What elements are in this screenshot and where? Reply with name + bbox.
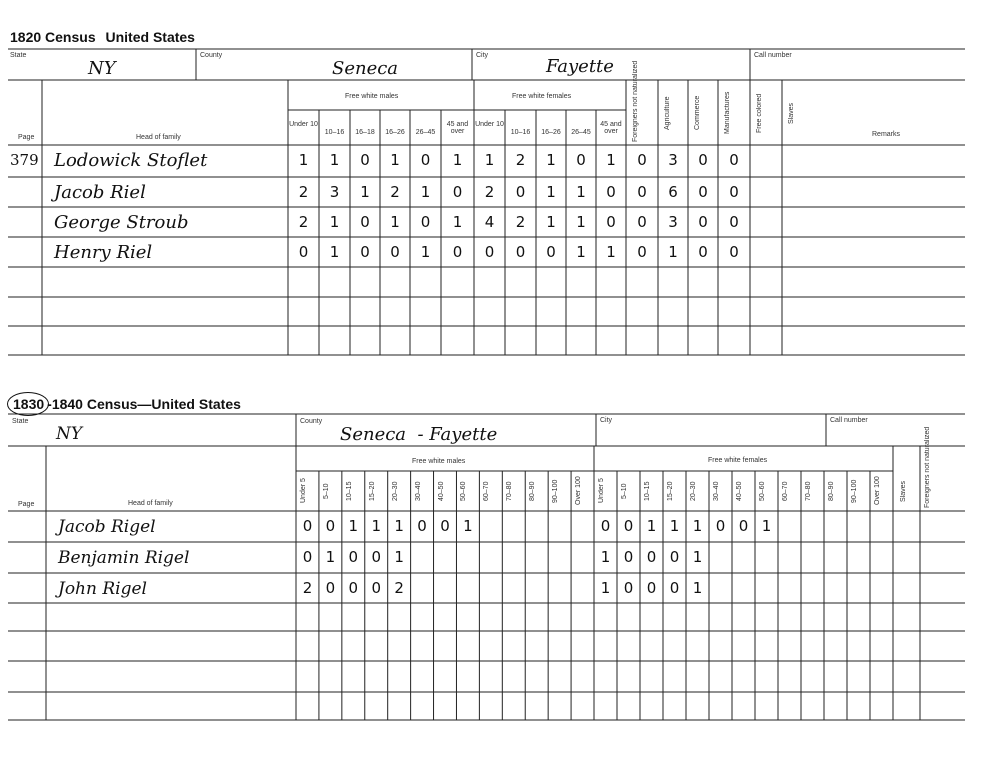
male-age-header: 10–16	[324, 129, 345, 136]
city-label-1830: City	[600, 417, 613, 424]
county-value-1820: Seneca	[332, 58, 399, 79]
female-tally-value: 1	[600, 579, 611, 597]
tally-value: 0	[452, 183, 463, 201]
tally-value: 0	[698, 243, 708, 261]
female-age-header: Under 5	[598, 478, 605, 504]
state-label-1830: State	[12, 418, 29, 425]
male-age-header: 80–90	[529, 481, 537, 501]
head-of-family-name: Henry Riel	[54, 242, 153, 263]
male-tally-value: 0	[371, 548, 381, 566]
other-header: Manufactures	[724, 91, 731, 135]
head-of-family-label-1820: Head of family	[136, 134, 181, 141]
male-tally-value: 0	[371, 579, 381, 597]
page-number: 379	[10, 151, 39, 169]
male-tally-value: 0	[348, 548, 359, 566]
tally-value: 2	[515, 151, 526, 169]
tally-value: 1	[576, 183, 586, 201]
tally-value: 2	[298, 213, 309, 231]
female-age-header: 16–26	[541, 129, 561, 136]
page-label-1820: Page	[18, 134, 35, 141]
tally-value: 1	[420, 183, 431, 201]
slaves-label-1830: Slaves	[900, 480, 907, 502]
tally-value: 0	[484, 243, 495, 261]
female-tally-value: 0	[623, 579, 634, 597]
page-label-1830: Page	[18, 501, 35, 508]
tally-value: 1	[452, 213, 463, 231]
tally-value: 0	[637, 183, 647, 201]
tally-value: 1	[546, 213, 556, 231]
male-age-header: 16–26	[385, 129, 405, 136]
free-white-males-label-1830: Free white males	[412, 458, 466, 465]
male-age-header: 70–80	[506, 481, 514, 501]
foreigners-label-text-1830: Foreigners not naturalized	[924, 426, 931, 508]
call-number-label-1830: Call number	[830, 417, 868, 424]
tally-value: 4	[484, 213, 495, 231]
tally-value: 1	[390, 213, 400, 231]
male-tally-value: 1	[325, 548, 336, 566]
male-age-header: 16–18	[355, 129, 375, 136]
male-age-header: 15–20	[368, 481, 376, 501]
head-of-family-name: Jacob Riel	[54, 182, 146, 203]
female-age-header: 10–15	[644, 481, 651, 501]
male-tally-value: 2	[394, 579, 404, 597]
other-header: Agriculture	[664, 96, 671, 130]
tally-value: 3	[329, 183, 340, 201]
head-of-family-label-1830: Head of family	[128, 500, 173, 507]
female-tally-value: 1	[669, 517, 680, 535]
female-age-header: Under 10	[475, 121, 504, 128]
male-age-header: 90–100	[552, 479, 560, 503]
male-tally-value: 2	[302, 579, 313, 597]
form-1830-title-rest: -1840 Census—United States	[47, 396, 241, 412]
female-tally-value: 0	[623, 517, 634, 535]
female-tally-value: 0	[600, 517, 611, 535]
tally-value: 0	[606, 213, 616, 231]
tally-value: 1	[298, 151, 309, 169]
tally-value: 0	[515, 243, 526, 261]
call-number-label-1820: Call number	[754, 52, 792, 59]
male-age-header: 26–45	[415, 129, 436, 136]
remarks-label-1820: Remarks	[872, 131, 901, 138]
female-age-header: 90–100	[851, 479, 858, 503]
female-age-header: 26–45	[571, 129, 591, 136]
female-tally-value: 0	[669, 548, 680, 566]
male-age-header: 40–50	[437, 481, 445, 501]
female-tally-value: 1	[761, 517, 772, 535]
male-age-header: 60–70	[483, 481, 491, 501]
male-tally-value: 1	[394, 548, 404, 566]
tally-value: 0	[729, 243, 739, 261]
city-value-1820: Fayette	[546, 56, 614, 77]
female-tally-value: 1	[692, 579, 703, 597]
tally-value: 1	[668, 243, 678, 261]
other-header: Slaves	[788, 102, 795, 124]
state-value-1820: NY	[88, 58, 116, 79]
male-age-header: Under 10	[289, 121, 318, 128]
male-tally-value: 0	[348, 579, 359, 597]
tally-value: 0	[729, 151, 739, 169]
female-age-header: 40–50	[736, 481, 743, 501]
tally-value: 1	[329, 151, 340, 169]
tally-value: 0	[637, 151, 647, 169]
tally-value: 1	[546, 151, 556, 169]
female-age-header: 80–90	[828, 481, 835, 501]
tally-value: 3	[668, 151, 678, 169]
female-tally-value: 1	[600, 548, 611, 566]
female-tally-value: 0	[738, 517, 749, 535]
female-tally-value: 0	[646, 548, 657, 566]
form-1820-title-year: 1820 Census	[10, 29, 96, 45]
tally-value: 3	[668, 213, 678, 231]
female-tally-value: 0	[623, 548, 634, 566]
male-age-header: Over 100	[575, 476, 583, 506]
foreigners-label-1830	[924, 426, 964, 508]
tally-value: 1	[452, 151, 463, 169]
free-white-females-label-1830: Free white females	[708, 457, 768, 464]
hand-drawn-circle	[7, 392, 49, 416]
other-header: Foreigners not naturalized	[632, 60, 639, 142]
tally-value: 0	[637, 243, 647, 261]
male-age-header: 50–60	[460, 481, 468, 501]
female-age-header: 60–70	[782, 481, 789, 501]
county-label-1830: County	[300, 418, 323, 425]
county-label-1820: County	[200, 52, 223, 59]
tally-value: 0	[729, 213, 739, 231]
tally-value: 0	[729, 183, 739, 201]
female-age-header: 50–60	[759, 481, 766, 501]
male-age-header: 5–10	[322, 483, 330, 499]
male-tally-value: 1	[348, 517, 359, 535]
male-tally-value: 0	[325, 579, 336, 597]
city-label-1820: City	[476, 52, 489, 59]
male-tally-value: 0	[302, 517, 313, 535]
tally-value: 0	[698, 213, 708, 231]
head-of-family-name: Benjamin Rigel	[58, 548, 190, 568]
state-label-1820: State	[10, 52, 27, 59]
tally-value: 1	[420, 243, 431, 261]
form-1830-title-year: 1830	[13, 396, 45, 412]
head-of-family-name: John Rigel	[58, 579, 147, 599]
male-age-header: 30–40	[414, 481, 422, 501]
state-value-1830: NY	[56, 424, 83, 444]
county-value-1830: Seneca - Fayette	[340, 424, 498, 445]
form-1820-title-suffix: United States	[105, 29, 195, 45]
free-white-females-label-1820: Free white females	[512, 93, 572, 100]
female-age-header: 15–20	[667, 481, 674, 501]
tally-value: 0	[452, 243, 463, 261]
tally-value: 0	[360, 243, 370, 261]
free-white-males-label-1820: Free white males	[345, 93, 399, 100]
tally-value: 1	[484, 151, 495, 169]
male-age-header: 20–30	[391, 481, 399, 501]
male-age-header: Under 5	[300, 478, 307, 504]
male-tally-value: 1	[371, 517, 381, 535]
tally-value: 2	[484, 183, 495, 201]
tally-value: 2	[298, 183, 309, 201]
tally-value: 1	[329, 213, 340, 231]
tally-value: 1	[329, 243, 340, 261]
tally-value: 1	[360, 183, 370, 201]
male-age-header: 10–15	[345, 481, 353, 501]
male-age-header: 45 and over	[446, 121, 469, 135]
tally-value: 0	[698, 151, 708, 169]
female-tally-value: 0	[669, 579, 680, 597]
male-tally-value: 0	[325, 517, 336, 535]
male-tally-value: 0	[440, 517, 450, 535]
other-header: Commerce	[694, 95, 701, 131]
female-tally-value: 0	[646, 579, 657, 597]
tally-value: 0	[420, 151, 431, 169]
tally-value: 1	[546, 183, 556, 201]
tally-value: 2	[515, 213, 526, 231]
female-age-header: 70–80	[805, 481, 812, 501]
male-tally-value: 0	[302, 548, 313, 566]
tally-value: 0	[576, 151, 586, 169]
tally-value: 0	[360, 151, 370, 169]
female-age-header: 30–40	[713, 481, 720, 501]
tally-value: 1	[606, 243, 616, 261]
head-of-family-name: Lodowick Stoflet	[54, 150, 208, 171]
female-tally-value: 1	[692, 517, 703, 535]
tally-value: 0	[298, 243, 309, 261]
female-age-header: 10–16	[510, 129, 531, 136]
tally-value: 0	[360, 213, 370, 231]
tally-value: 0	[698, 183, 708, 201]
female-age-header: 20–30	[690, 481, 697, 501]
head-of-family-name: George Stroub	[54, 212, 189, 233]
tally-value: 1	[576, 243, 586, 261]
male-tally-value: 0	[417, 517, 427, 535]
form-1830-title	[10, 396, 241, 412]
tally-value: 0	[515, 183, 526, 201]
female-tally-value: 1	[692, 548, 703, 566]
male-tally-value: 1	[394, 517, 404, 535]
tally-value: 1	[390, 151, 400, 169]
tally-value: 0	[606, 183, 616, 201]
head-of-family-name: Jacob Rigel	[58, 517, 156, 537]
tally-value: 0	[637, 213, 647, 231]
male-tally-value: 1	[463, 517, 473, 535]
tally-value: 0	[390, 243, 400, 261]
female-tally-value: 1	[646, 517, 657, 535]
tally-value: 1	[576, 213, 586, 231]
female-tally-value: 0	[715, 517, 726, 535]
tally-value: 0	[420, 213, 431, 231]
tally-value: 0	[546, 243, 556, 261]
tally-value: 1	[606, 151, 616, 169]
female-age-header: 5–10	[621, 483, 628, 499]
other-header: Free colored	[756, 93, 763, 133]
female-age-header: 45 and over	[600, 121, 622, 135]
tally-value: 6	[668, 183, 678, 201]
tally-value: 2	[390, 183, 400, 201]
circled-year	[10, 396, 47, 412]
female-age-header: Over 100	[874, 476, 881, 506]
